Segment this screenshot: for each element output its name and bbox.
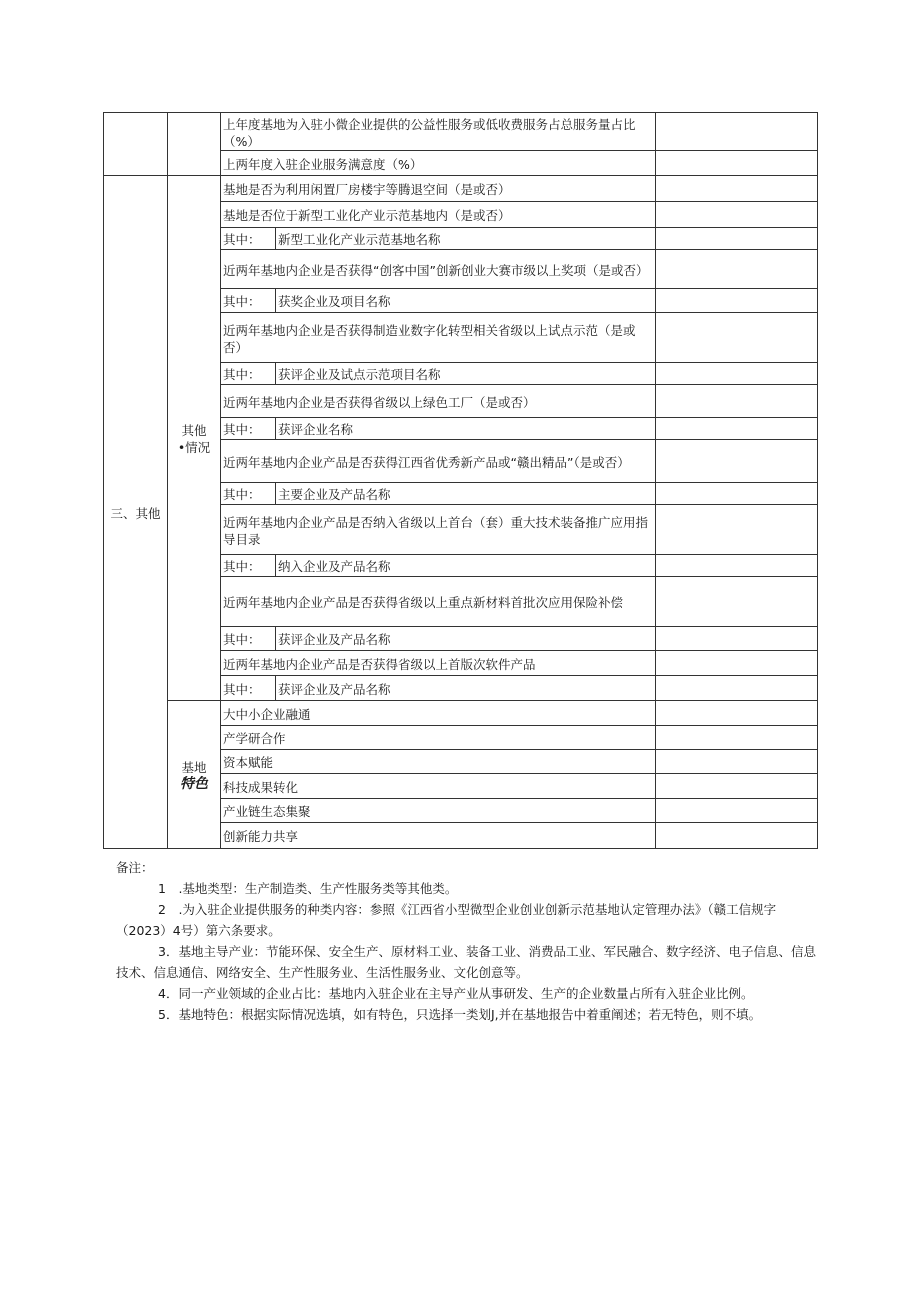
- base-info-table: [103, 112, 818, 849]
- notes-heading: 备注：: [116, 860, 154, 875]
- note-item: 2 .为入驻企业提供服务的种类内容：参照《江西省小型微型企业创业创新示范基地认定管理办法》（赣工信规字（2023）4号）第六条要求。: [116, 902, 777, 938]
- row-label: 获评企业及产品名称: [276, 676, 656, 701]
- table-row: [104, 113, 818, 151]
- value-cell[interactable]: [656, 289, 818, 313]
- value-cell[interactable]: [656, 418, 818, 440]
- feature-label: 创新能力共享: [221, 823, 656, 849]
- note-item: 1 .基地类型：生产制造类、生产性服务类等其他类。: [158, 881, 458, 896]
- value-cell[interactable]: [656, 750, 818, 774]
- row-label: 近两年基地内企业是否获得省级以上绿色工厂（是或否）: [221, 385, 656, 418]
- value-cell[interactable]: [656, 151, 818, 176]
- row-label: 近两年基地内企业产品是否获得省级以上重点新材料首批次应用保险补偿: [221, 577, 656, 627]
- sub-label-other: 其他 •情况: [168, 176, 221, 701]
- row-label: 纳入企业及产品名称: [276, 555, 656, 577]
- value-cell[interactable]: [656, 313, 818, 363]
- value-cell[interactable]: [656, 726, 818, 750]
- sub-cell-empty: [168, 113, 221, 176]
- row-label: 上两年度入驻企业服务满意度（%）: [221, 151, 656, 176]
- row-label: 近两年基地内企业产品是否获得省级以上首版次软件产品: [221, 651, 656, 676]
- feature-label: 产业链生态集聚: [221, 799, 656, 823]
- value-cell[interactable]: [656, 701, 818, 726]
- row-prefix: 其中：: [221, 289, 276, 313]
- note-item: 3．基地主导产业：节能环保、安全生产、原材料工业、装备工业、消费品工业、军民融合、数字经济、电子信息、信息技术、信息通信、网络安全、生产性服务业、生活性服务业、文化创意等。: [116, 944, 816, 980]
- row-label: 新型工业化产业示范基地名称: [276, 228, 656, 250]
- sub-label-feature: 基地 特色: [168, 701, 221, 849]
- value-cell[interactable]: [656, 505, 818, 555]
- row-prefix: 其中：: [221, 228, 276, 250]
- row-label: 主要企业及产品名称: [276, 483, 656, 505]
- row-prefix: 其中：: [221, 483, 276, 505]
- row-label: 获评企业及产品名称: [276, 627, 656, 651]
- feature-label: 科技成果转化: [221, 774, 656, 799]
- row-prefix: 其中：: [221, 676, 276, 701]
- table-row: [104, 701, 818, 726]
- value-cell[interactable]: [656, 774, 818, 799]
- value-cell[interactable]: [656, 483, 818, 505]
- row-label: 近两年基地内企业产品是否获得江西省优秀新产品或“赣出精品”（是或否）: [221, 440, 656, 483]
- feature-label: 资本赋能: [221, 750, 656, 774]
- row-prefix: 其中：: [221, 363, 276, 385]
- value-cell[interactable]: [656, 113, 818, 151]
- value-cell[interactable]: [656, 385, 818, 418]
- value-cell[interactable]: [656, 440, 818, 483]
- row-label: 获评企业及试点示范项目名称: [276, 363, 656, 385]
- row-label: 近两年基地内企业产品是否纳入省级以上首台（套）重大技术装备推广应用指导目录: [221, 505, 656, 555]
- row-prefix: 其中：: [221, 627, 276, 651]
- row-label: 近两年基地内企业是否获得“创客中国”创新创业大赛市级以上奖项（是或否）: [221, 250, 656, 289]
- row-label: 基地是否为利用闲置厂房楼宇等腾退空间（是或否）: [221, 176, 656, 202]
- row-label: 近两年基地内企业是否获得制造业数字化转型相关省级以上试点示范（是或否）: [221, 313, 656, 363]
- value-cell[interactable]: [656, 577, 818, 627]
- value-cell[interactable]: [656, 176, 818, 202]
- section-cell-empty: [104, 113, 168, 176]
- row-label: 获奖企业及项目名称: [276, 289, 656, 313]
- feature-label: 大中小企业融通: [221, 701, 656, 726]
- row-label: 上年度基地为入驻小微企业提供的公益性服务或低收费服务占总服务量占比（%）: [221, 113, 656, 151]
- row-prefix: 其中：: [221, 418, 276, 440]
- row-prefix: 其中：: [221, 555, 276, 577]
- value-cell[interactable]: [656, 823, 818, 849]
- value-cell[interactable]: [656, 555, 818, 577]
- row-label: 获评企业名称: [276, 418, 656, 440]
- value-cell[interactable]: [656, 228, 818, 250]
- value-cell[interactable]: [656, 651, 818, 676]
- value-cell[interactable]: [656, 676, 818, 701]
- value-cell[interactable]: [656, 627, 818, 651]
- notes-section: [116, 857, 822, 1025]
- row-label: 基地是否位于新型工业化产业示范基地内（是或否）: [221, 202, 656, 228]
- table-row: [104, 176, 818, 202]
- value-cell[interactable]: [656, 799, 818, 823]
- note-item: 5．基地特色：根据实际情况选填，如有特色，只选择一类划J,并在基地报告中着重阐述；若无特色，则不填。: [158, 1007, 762, 1022]
- value-cell[interactable]: [656, 202, 818, 228]
- section-label: 三、其他: [104, 176, 168, 849]
- note-item: 4．同一产业领域的企业占比：基地内入驻企业在主导产业从事研发、生产的企业数量占所有入驻企业比例。: [158, 986, 754, 1001]
- value-cell[interactable]: [656, 363, 818, 385]
- feature-label: 产学研合作: [221, 726, 656, 750]
- value-cell[interactable]: [656, 250, 818, 289]
